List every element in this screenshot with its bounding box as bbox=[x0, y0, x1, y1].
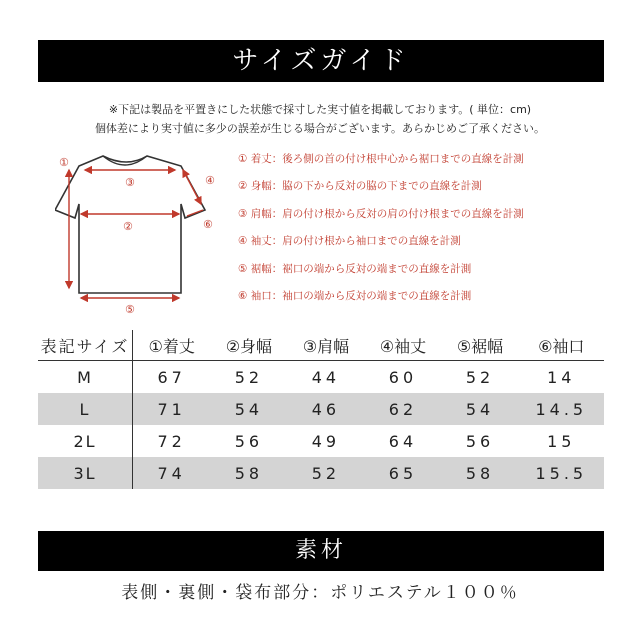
table-cell: 44 bbox=[311, 367, 341, 387]
table-cell: 14 bbox=[547, 367, 576, 387]
diagram-label-1: ① bbox=[59, 156, 69, 169]
diagram-label-2: ② bbox=[123, 220, 133, 233]
table-cell: 49 bbox=[311, 431, 341, 451]
table-cell: 64 bbox=[388, 431, 418, 451]
table-cell: 15.5 bbox=[519, 457, 604, 489]
table-cell: 74 bbox=[133, 457, 211, 489]
table-cell: 15 bbox=[547, 431, 576, 451]
table-cell: 56 bbox=[465, 431, 495, 451]
table-cell: 54 bbox=[441, 393, 518, 425]
material-heading: 素材 bbox=[294, 538, 347, 563]
table-row bbox=[38, 457, 604, 489]
material-banner bbox=[38, 531, 604, 571]
table-cell: L bbox=[38, 393, 133, 425]
table-cell: 60 bbox=[388, 367, 418, 387]
header-hem: ⑤裾幅 bbox=[441, 330, 518, 361]
table-cell: 54 bbox=[210, 393, 287, 425]
measurement-item: ④ 袖丈：肩の付け根から袖口までの直線を計測 bbox=[238, 235, 461, 248]
material-description: 表側・裏側・袋布部分：ポリエステル１００％ bbox=[121, 583, 519, 603]
table-cell: 46 bbox=[287, 393, 364, 425]
measurement-item: ② 身幅：脇の下から反対の脇の下までの直線を計測 bbox=[238, 180, 482, 193]
size-table bbox=[38, 330, 604, 489]
header-chest: ②身幅 bbox=[210, 330, 287, 361]
diagram-label-3: ③ bbox=[125, 176, 135, 189]
table-cell: 71 bbox=[133, 393, 211, 425]
diagram-label-4: ④ bbox=[205, 174, 215, 187]
table-cell: 3L bbox=[38, 457, 133, 489]
table-cell: 58 bbox=[210, 457, 287, 489]
header-sleeve: ④袖丈 bbox=[364, 330, 441, 361]
table-cell: 56 bbox=[234, 431, 264, 451]
page-title-banner bbox=[38, 40, 604, 82]
measurement-item: ③ 肩幅：肩の付け根から反対の肩の付け根までの直線を計測 bbox=[238, 207, 524, 220]
table-cell: 52 bbox=[287, 457, 364, 489]
header-cuff: ⑥袖口 bbox=[519, 330, 604, 361]
tshirt-diagram bbox=[55, 148, 225, 318]
table-cell: 72 bbox=[157, 431, 186, 451]
measurement-item: ⑥ 袖口：袖口の端から反対の端までの直線を計測 bbox=[238, 289, 472, 302]
header-shoulder: ③肩幅 bbox=[287, 330, 364, 361]
measurement-item: ① 着丈：後ろ側の首の付け根中心から裾口までの直線を計測 bbox=[238, 153, 524, 165]
diagram-label-6: ⑥ bbox=[203, 218, 213, 231]
table-row bbox=[38, 393, 604, 425]
table-cell: 52 bbox=[234, 367, 264, 387]
table-cell: 2L bbox=[38, 425, 133, 457]
measurement-guide-list bbox=[238, 151, 618, 315]
header-length: ①着丈 bbox=[133, 330, 211, 361]
table-cell: 58 bbox=[441, 457, 518, 489]
note-line-1: ※下記は製品を平置きにした状態で採寸した実寸値を掲載しております。( 単位：cm) bbox=[108, 103, 532, 116]
table-cell: 14.5 bbox=[519, 393, 604, 425]
table-cell: 62 bbox=[364, 393, 441, 425]
measurement-item: ⑤ 裾幅：裾口の端から反対の端までの直線を計測 bbox=[238, 262, 472, 275]
table-cell: M bbox=[38, 361, 133, 394]
table-row bbox=[38, 425, 604, 457]
note-line-2: 個体差により実寸値に多少の誤差が生じる場合がございます。あらかじめご了承ください。 bbox=[94, 122, 546, 135]
table-row bbox=[38, 361, 604, 394]
page-title: サイズガイド bbox=[232, 46, 410, 76]
table-cell: 52 bbox=[465, 367, 495, 387]
size-table-header bbox=[38, 330, 604, 361]
table-cell: 67 bbox=[157, 367, 186, 387]
diagram-label-5: ⑤ bbox=[125, 303, 135, 316]
table-cell: 65 bbox=[364, 457, 441, 489]
header-size: 表記サイズ bbox=[38, 330, 133, 361]
